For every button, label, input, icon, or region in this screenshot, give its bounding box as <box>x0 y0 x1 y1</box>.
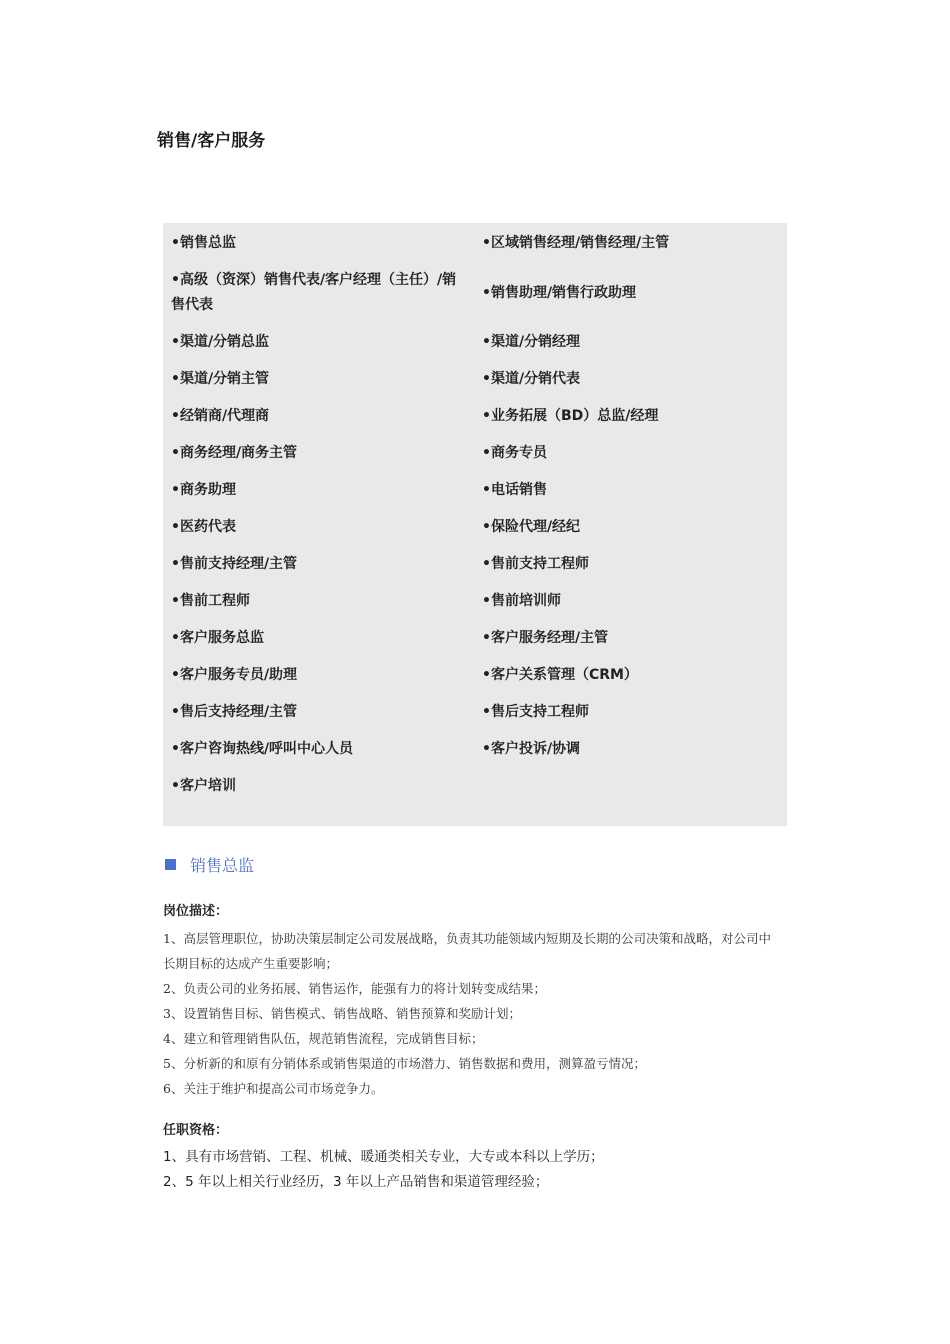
job-category-item[interactable] <box>482 663 787 700</box>
job-category-label: •客户关系管理（CRM） <box>482 667 638 683</box>
job-category-item[interactable] <box>482 737 787 774</box>
job-category-label: •客户服务专员/助理 <box>171 667 298 683</box>
job-category-label: •售前培训师 <box>482 593 561 609</box>
job-category-item[interactable] <box>171 231 482 268</box>
job-category-label: •客户咨询热线/呼叫中心人员 <box>171 741 354 757</box>
job-category-label: •医药代表 <box>171 519 236 535</box>
job-category-item[interactable] <box>171 268 482 330</box>
req-label: 任职资格： <box>163 1123 229 1138</box>
job-category-label: •保险代理/经纪 <box>482 519 581 535</box>
req-item: 2、5 年以上相关行业经历，3 年以上产品销售和渠道管理经验； <box>163 1174 549 1190</box>
job-category-label: •渠道/分销总监 <box>171 334 270 350</box>
section-heading <box>165 853 254 876</box>
job-category-item[interactable] <box>171 552 482 589</box>
job-category-item[interactable] <box>482 700 787 737</box>
desc-label: 岗位描述： <box>163 904 229 919</box>
job-category-item[interactable] <box>171 367 482 404</box>
page-title: 销售/客户服务 <box>157 131 266 151</box>
job-category-item[interactable] <box>482 404 787 441</box>
square-bullet-icon <box>165 859 176 870</box>
desc-item: 2、负责公司的业务拓展、销售运作，能强有力的将计划转变成结果； <box>163 981 546 996</box>
job-category-item[interactable] <box>171 330 482 367</box>
job-category-label: •售后支持经理/主管 <box>171 704 298 720</box>
job-category-item[interactable] <box>171 441 482 478</box>
job-category-label: •高级（资深）销售代表/客户经理（主任）/销售代表 <box>171 272 457 313</box>
job-category-label: •售前工程师 <box>171 593 250 609</box>
job-category-label: •售后支持工程师 <box>482 704 589 720</box>
job-category-item[interactable] <box>171 478 482 515</box>
job-category-label: •商务助理 <box>171 482 236 498</box>
job-detail <box>163 902 783 1195</box>
desc-item: 3、设置销售目标、销售模式、销售战略、销售预算和奖励计划； <box>163 1006 521 1021</box>
desc-item: 5、分析新的和原有分销体系或销售渠道的市场潜力、销售数据和费用，测算盈亏情况； <box>163 1056 646 1071</box>
req-item: 1、具有市场营销、工程、机械、暖通类相关专业，大专或本科以上学历； <box>163 1149 604 1165</box>
job-category-item[interactable] <box>171 774 482 811</box>
job-category-item[interactable] <box>482 626 787 663</box>
job-category-grid <box>171 231 787 811</box>
job-category-label: •业务拓展（BD）总监/经理 <box>482 408 659 424</box>
job-category-label: •销售总监 <box>171 235 236 251</box>
job-category-item[interactable] <box>482 330 787 367</box>
req-list <box>163 1145 783 1195</box>
job-category-item[interactable] <box>171 700 482 737</box>
job-category-label: •售前支持工程师 <box>482 556 589 572</box>
job-category-item[interactable] <box>482 268 787 330</box>
job-category-label: •渠道/分销代表 <box>482 371 581 387</box>
job-category-item[interactable] <box>171 589 482 626</box>
job-category-label: •销售助理/销售行政助理 <box>482 284 637 301</box>
job-category-label: •商务专员 <box>482 445 547 461</box>
job-category-label: •经销商/代理商 <box>171 408 270 424</box>
desc-item: 6、关注于维护和提高公司市场竞争力。 <box>163 1081 384 1096</box>
job-category-item[interactable] <box>482 515 787 552</box>
job-category-label: •区域销售经理/销售经理/主管 <box>482 235 670 251</box>
job-category-box <box>163 223 787 826</box>
desc-item: 4、建立和管理销售队伍，规范销售流程，完成销售目标； <box>163 1031 484 1046</box>
job-category-item[interactable] <box>482 441 787 478</box>
job-category-item[interactable] <box>482 774 787 811</box>
job-category-label: •客户服务总监 <box>171 630 264 646</box>
job-category-item[interactable] <box>482 367 787 404</box>
job-category-label: •客户投诉/协调 <box>482 741 581 757</box>
job-category-item[interactable] <box>171 515 482 552</box>
job-category-item[interactable] <box>482 552 787 589</box>
job-category-item[interactable] <box>482 478 787 515</box>
section-heading-text: 销售总监 <box>190 856 255 875</box>
job-category-label: •客户服务经理/主管 <box>482 630 609 646</box>
job-category-item[interactable] <box>482 589 787 626</box>
job-category-item[interactable] <box>482 231 787 268</box>
desc-list <box>163 926 783 1101</box>
job-category-item[interactable] <box>171 737 482 774</box>
job-category-label: •渠道/分销经理 <box>482 334 581 350</box>
job-category-item[interactable] <box>171 404 482 441</box>
job-category-item[interactable] <box>171 663 482 700</box>
job-category-item[interactable] <box>171 626 482 663</box>
job-category-label: •客户培训 <box>171 778 236 794</box>
job-category-label: •商务经理/商务主管 <box>171 445 298 461</box>
job-category-label: •售前支持经理/主管 <box>171 556 298 572</box>
job-category-label: •电话销售 <box>482 482 547 498</box>
job-category-label: •渠道/分销主管 <box>171 371 270 387</box>
desc-item: 1、高层管理职位，协助决策层制定公司发展战略，负责其功能领域内短期及长期的公司决策和战略，对公司中长期目标的达成产生重要影响； <box>163 931 771 971</box>
